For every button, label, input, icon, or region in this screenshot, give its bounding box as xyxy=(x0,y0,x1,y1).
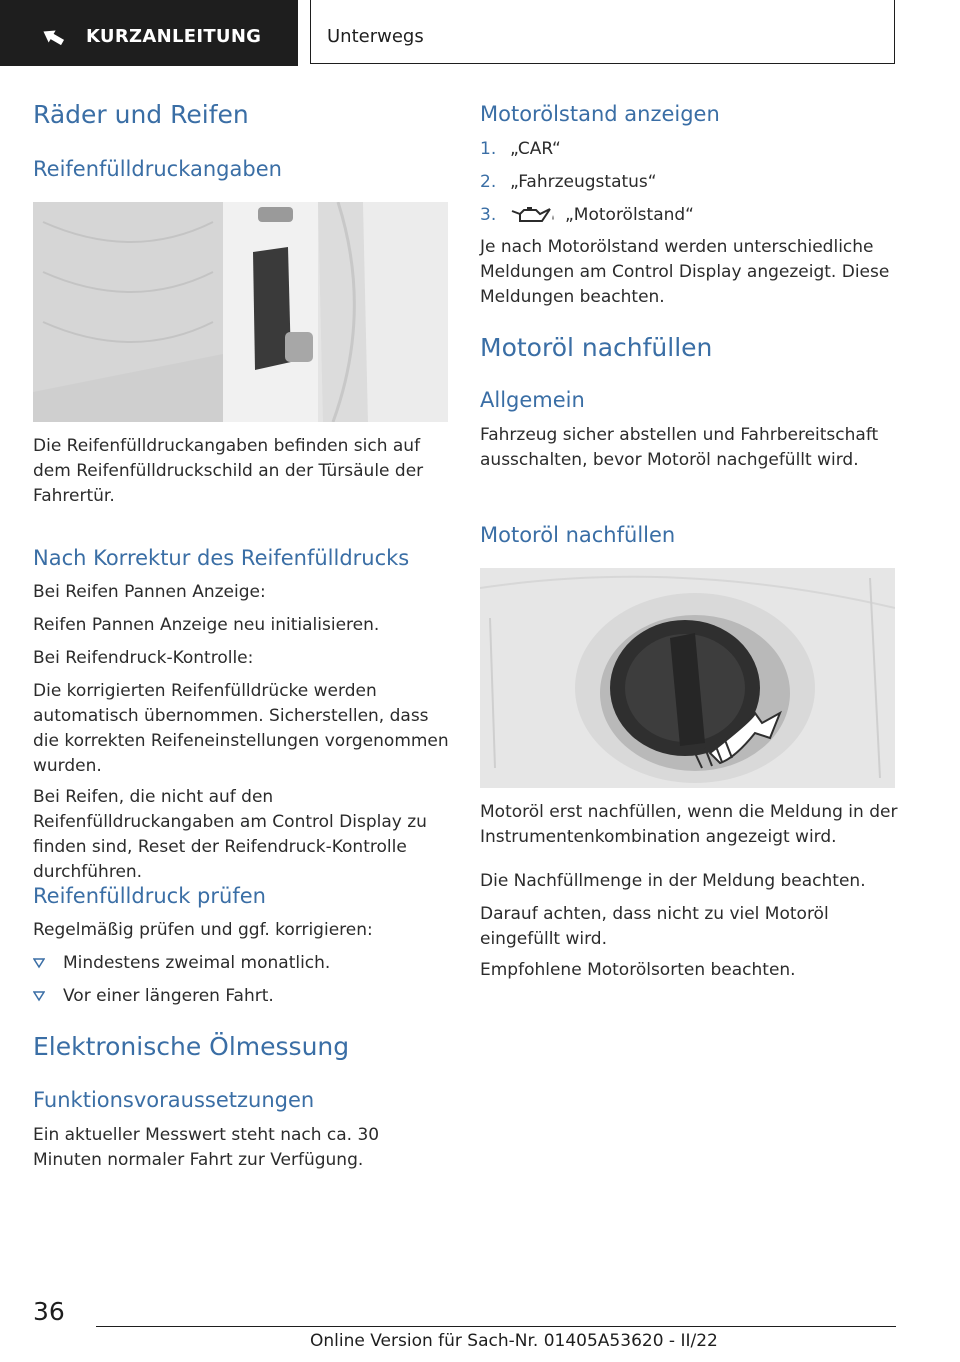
chapter-tab[interactable] xyxy=(0,0,298,66)
page-number: 36 xyxy=(33,1297,65,1326)
heading-nachfuellen-sub: Motoröl nachfüllen xyxy=(480,523,676,547)
text-pannen-anzeige: Bei Reifen Pannen Anzeige: xyxy=(33,582,266,602)
heading-anzeigen: Motorölstand anzeigen xyxy=(480,102,720,126)
door-pillar-photo xyxy=(33,202,448,422)
section-label: Unterwegs xyxy=(327,26,424,47)
heading-fuelldruckangaben: Reifenfülldruckangaben xyxy=(33,157,282,181)
footer-divider xyxy=(96,1326,896,1327)
text-meldungen: Je nach Motorölstand werden unterschiedliche Meldungen am Control Display angezeigt. Diese Meldungen beachten. xyxy=(480,237,890,307)
text-rdk-detail: Die korrigierten Reifenfülldrücke werden automatisch übernommen. Sicherstellen, dass die korrekten Reifeneinstellungen vorgenommen wurden. xyxy=(33,681,449,776)
triangle-bullet-icon xyxy=(33,957,45,969)
step-number: 1. xyxy=(480,139,497,159)
text-allgemein: Fahrzeug sicher abstellen und Fahrbereitschaft ausschalten, bevor Motoröl nachgefüllt wird. xyxy=(480,425,879,470)
chapter-label: KURZANLEITUNG xyxy=(86,26,262,47)
bullet-text: Vor einer längeren Fahrt. xyxy=(63,986,274,1006)
section-tab xyxy=(310,0,895,64)
step-text: „Motorölstand“ xyxy=(565,205,694,225)
text-fuelldruckangaben: Die Reifenfülldruckangaben befinden sich auf dem Reifenfülldruckschild an der Türsäule der Fahrertür. xyxy=(33,436,424,506)
bullet-text: Mindestens zweimal monatlich. xyxy=(63,953,331,973)
step-text: „CAR“ xyxy=(510,139,561,159)
heading-raeder: Räder und Reifen xyxy=(33,100,249,129)
text-sorten: Empfohlene Motorölsorten beachten. xyxy=(480,960,796,980)
step-number: 2. xyxy=(480,172,497,192)
heading-funktion: Funktionsvoraussetzungen xyxy=(33,1088,315,1112)
step-text: „Fahrzeugstatus“ xyxy=(510,172,657,192)
text-menge: Die Nachfüllmenge in der Meldung beachten. xyxy=(480,871,866,891)
heading-pruefen: Reifenfülldruck prüfen xyxy=(33,884,266,908)
text-zuviel: Darauf achten, dass nicht zu viel Motoröl eingefüllt wird. xyxy=(480,904,829,949)
online-version-text: Online Version für Sach-Nr. 01405A53620 - II/22 xyxy=(310,1331,718,1351)
text-pruefen: Regelmäßig prüfen und ggf. korrigieren: xyxy=(33,920,373,940)
heading-oelmessung: Elektronische Ölmessung xyxy=(33,1032,350,1061)
step-number: 3. xyxy=(480,205,497,225)
door-pillar-illustration xyxy=(33,202,448,422)
text-rdk: Bei Reifendruck-Kontrolle: xyxy=(33,648,254,668)
heading-korrektur: Nach Korrektur des Reifenfülldrucks xyxy=(33,546,410,570)
oil-cap-photo xyxy=(480,568,895,788)
triangle-bullet-icon xyxy=(33,990,45,1002)
oil-cap-illustration xyxy=(480,568,895,788)
quick-guide-icon xyxy=(40,28,66,46)
heading-nachfuellen: Motoröl nachfüllen xyxy=(480,333,713,362)
text-reset: Bei Reifen, die nicht auf den Reifenfülldruckangaben am Control Display zu finden sind, Reset der Reifendruck-Kontrolle durchführen. xyxy=(33,787,427,882)
heading-allgemein: Allgemein xyxy=(480,388,585,412)
text-pannen-init: Reifen Pannen Anzeige neu initialisieren. xyxy=(33,615,380,635)
oil-can-icon xyxy=(510,205,558,225)
text-funktion: Ein aktueller Messwert steht nach ca. 30 Minuten normaler Fahrt zur Verfügung. xyxy=(33,1125,380,1170)
text-erst: Motoröl erst nachfüllen, wenn die Meldung in der Instrumentenkombination angezeigt wird. xyxy=(480,802,898,847)
